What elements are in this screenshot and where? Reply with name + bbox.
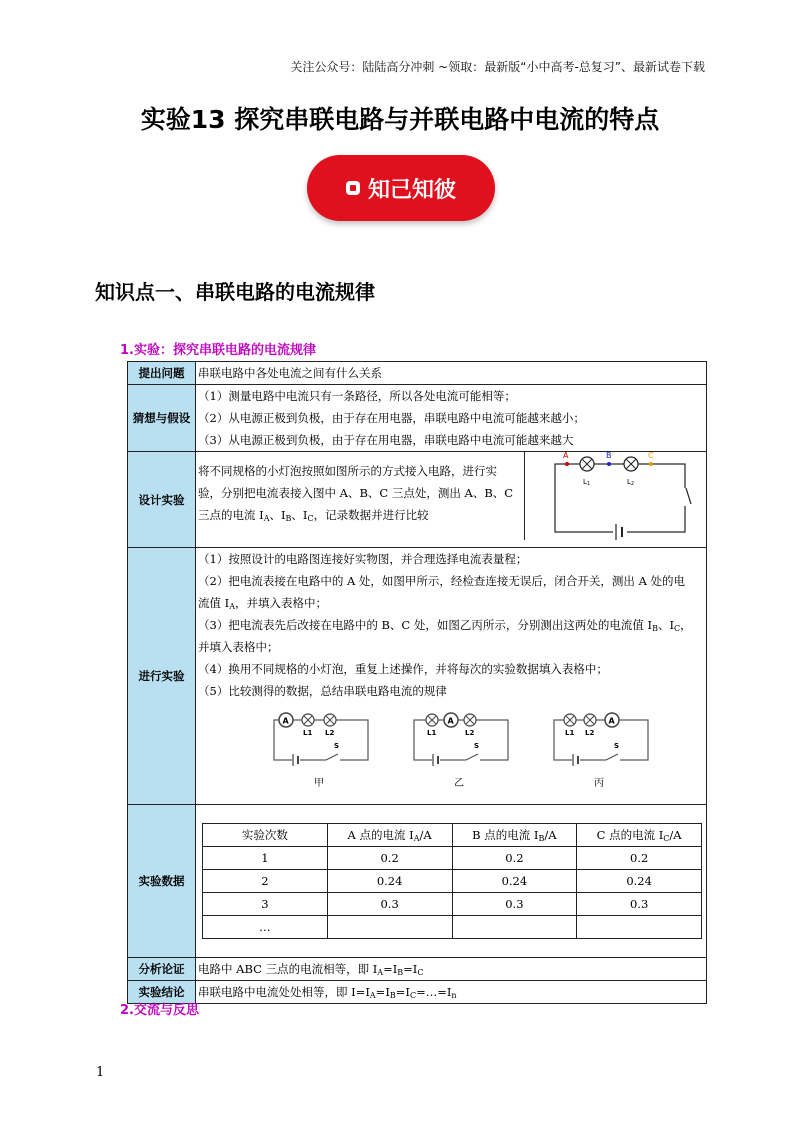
- procedure-cell: [196, 548, 707, 805]
- svg-text:A: A: [447, 716, 454, 726]
- svg-text:A: A: [282, 716, 289, 726]
- procedure-step: （1）按照设计的电路图连接好实物图，并合理选择电流表量程；: [198, 552, 528, 566]
- data-cell-value: 0.24: [452, 870, 577, 893]
- label-procedure: 进行实验: [128, 548, 196, 805]
- design-cell: [196, 452, 707, 548]
- svg-text:S: S: [614, 742, 620, 750]
- data-header: A 点的电流 $I_A/A$: [327, 824, 452, 847]
- procedure-step: （2）把电流表接在电路中的 A 处，如图甲所示，经检查连接无误后，闭合开关，测出 A 处的电: [198, 574, 686, 588]
- svg-text:L2: L2: [465, 729, 475, 737]
- text-analysis: 电路中 ABC 三点的电流相等，即 $I_A=I_B=I_C$: [196, 958, 707, 981]
- row-procedure: [128, 548, 707, 805]
- svg-text:L1: L1: [427, 729, 437, 737]
- row-analysis: [128, 958, 707, 981]
- data-header-row: [203, 824, 702, 847]
- data-cell-value: 2: [203, 870, 328, 893]
- point-b-dot: [607, 462, 611, 466]
- hypothesis-line: （1）测量电路中电流只有一条路径，所以各处电流可能相等；: [198, 389, 516, 403]
- label-design: 设计实验: [128, 452, 196, 548]
- svg-text:L2: L2: [585, 729, 595, 737]
- data-header: C 点的电流 $I_C/A$: [577, 824, 702, 847]
- figure-label-bing: 丙: [594, 778, 604, 789]
- badge-label: 知己知彼: [367, 177, 456, 203]
- design-line: 将不同规格的小灯泡按照如图所示的方式接入电路，进行实: [198, 464, 497, 478]
- design-line: 三点的电流 $I_A$、$I_B$、$I_C$，记录数据并进行比较: [198, 508, 429, 523]
- design-line: 验，分别把电流表接入图中 A、B、C 三点处，测出 A、B、C: [198, 486, 514, 500]
- badge-icon: [346, 181, 360, 195]
- circuit-svg: [525, 452, 703, 540]
- figure-label-jia: 甲: [314, 778, 324, 789]
- procedure-figures: [218, 708, 704, 790]
- data-cell-value: …: [203, 916, 328, 939]
- figure-label-yi: 乙: [454, 778, 464, 789]
- procedure-step: 并填入表格中；: [198, 640, 279, 654]
- data-cell-value: 0.24: [577, 870, 702, 893]
- label-hypothesis: 猜想与假设: [128, 385, 196, 452]
- svg-text:L1: L1: [303, 729, 313, 737]
- procedure-step: （5）比较测得的数据，总结串联电路电流的规律: [198, 684, 447, 698]
- hypothesis-line: （3）从电源正极到负极，由于存在用电器，串联电路中电流可能越来越大: [198, 433, 574, 447]
- data-row: [203, 847, 702, 870]
- procedure-step: 流值 $I_A$，并填入表格中；: [198, 596, 327, 611]
- svg-text:S: S: [474, 742, 480, 750]
- circuit-figure-jia: [266, 708, 376, 790]
- design-text: [196, 452, 524, 540]
- label-conclusion: 实验结论: [128, 981, 196, 1004]
- header-note: 关注公众号：陆陆高分冲刺 ~领取：最新版“小中高考-总复习”、最新试卷下载: [290, 60, 705, 74]
- text-question: 串联电路中各处电流之间有什么关系: [196, 362, 707, 385]
- row-question: [128, 362, 707, 385]
- data-cell-value: 0.2: [577, 847, 702, 870]
- sub-heading-reflection: 2.交流与反思: [120, 1003, 199, 1018]
- data-header: 实验次数: [203, 824, 328, 847]
- procedure-step: （4）换用不同规格的小灯泡，重复上述操作，并将每次的实验数据填入表格中；: [198, 662, 608, 676]
- svg-text:A: A: [608, 716, 615, 726]
- data-cell-value: 0.24: [327, 870, 452, 893]
- circuit-figure-yi: [406, 708, 516, 790]
- series-circuit-diagram: [524, 452, 703, 540]
- page-number: 1: [96, 1065, 105, 1080]
- label-l1: L1: [583, 478, 591, 487]
- svg-text:S: S: [334, 742, 340, 750]
- data-cell-value: 3: [203, 893, 328, 916]
- data-row: [203, 893, 702, 916]
- data-cell-value: [577, 916, 702, 939]
- row-conclusion: [128, 981, 707, 1004]
- svg-text:L1: L1: [565, 729, 575, 737]
- data-cell-value: 1: [203, 847, 328, 870]
- row-data: [128, 805, 707, 958]
- section-heading: 知识点一、串联电路的电流规律: [95, 280, 375, 304]
- label-c: C: [648, 452, 654, 460]
- data-cell: [196, 805, 707, 958]
- experiment-table: [127, 361, 707, 1004]
- point-c-dot: [649, 462, 653, 466]
- svg-text:L2: L2: [325, 729, 335, 737]
- data-cell-value: 0.3: [327, 893, 452, 916]
- label-analysis: 分析论证: [128, 958, 196, 981]
- hypothesis-line: （2）从电源正极到负极，由于存在用电器，串联电路中电流可能越来越小；: [198, 411, 585, 425]
- row-design: [128, 452, 707, 548]
- page-title: 实验13 探究串联电路与并联电路中电流的特点: [140, 105, 660, 134]
- label-data: 实验数据: [128, 805, 196, 958]
- data-cell-value: [327, 916, 452, 939]
- label-l2: L2: [627, 478, 635, 487]
- point-a-dot: [565, 462, 569, 466]
- circuit-figure-bing: [546, 708, 656, 790]
- label-b: B: [606, 452, 612, 460]
- label-question: 提出问题: [128, 362, 196, 385]
- row-hypothesis: [128, 385, 707, 452]
- data-cell-value: 0.3: [452, 893, 577, 916]
- data-cell-value: 0.2: [452, 847, 577, 870]
- hypothesis-cell: [196, 385, 707, 452]
- data-cell-value: [452, 916, 577, 939]
- sub-heading-experiment: 1.实验：探究串联电路的电流规律: [120, 343, 316, 358]
- data-row: [203, 870, 702, 893]
- data-cell-value: 0.2: [327, 847, 452, 870]
- data-row: [203, 916, 702, 939]
- data-table: [202, 823, 702, 939]
- text-conclusion: 串联电路中电流处处相等，即 $I=I_A=I_B=I_C=\dots=I_n$: [196, 981, 707, 1004]
- data-cell-value: 0.3: [577, 893, 702, 916]
- data-header: B 点的电流 $I_B/A$: [452, 824, 577, 847]
- zhiji-badge: [307, 155, 495, 221]
- procedure-step: （3）把电流表先后改接在电路中的 B、C 处，如图乙丙所示，分别测出这两处的电流值 $I_B$、$I_C$，: [198, 618, 692, 633]
- label-a: A: [563, 452, 569, 460]
